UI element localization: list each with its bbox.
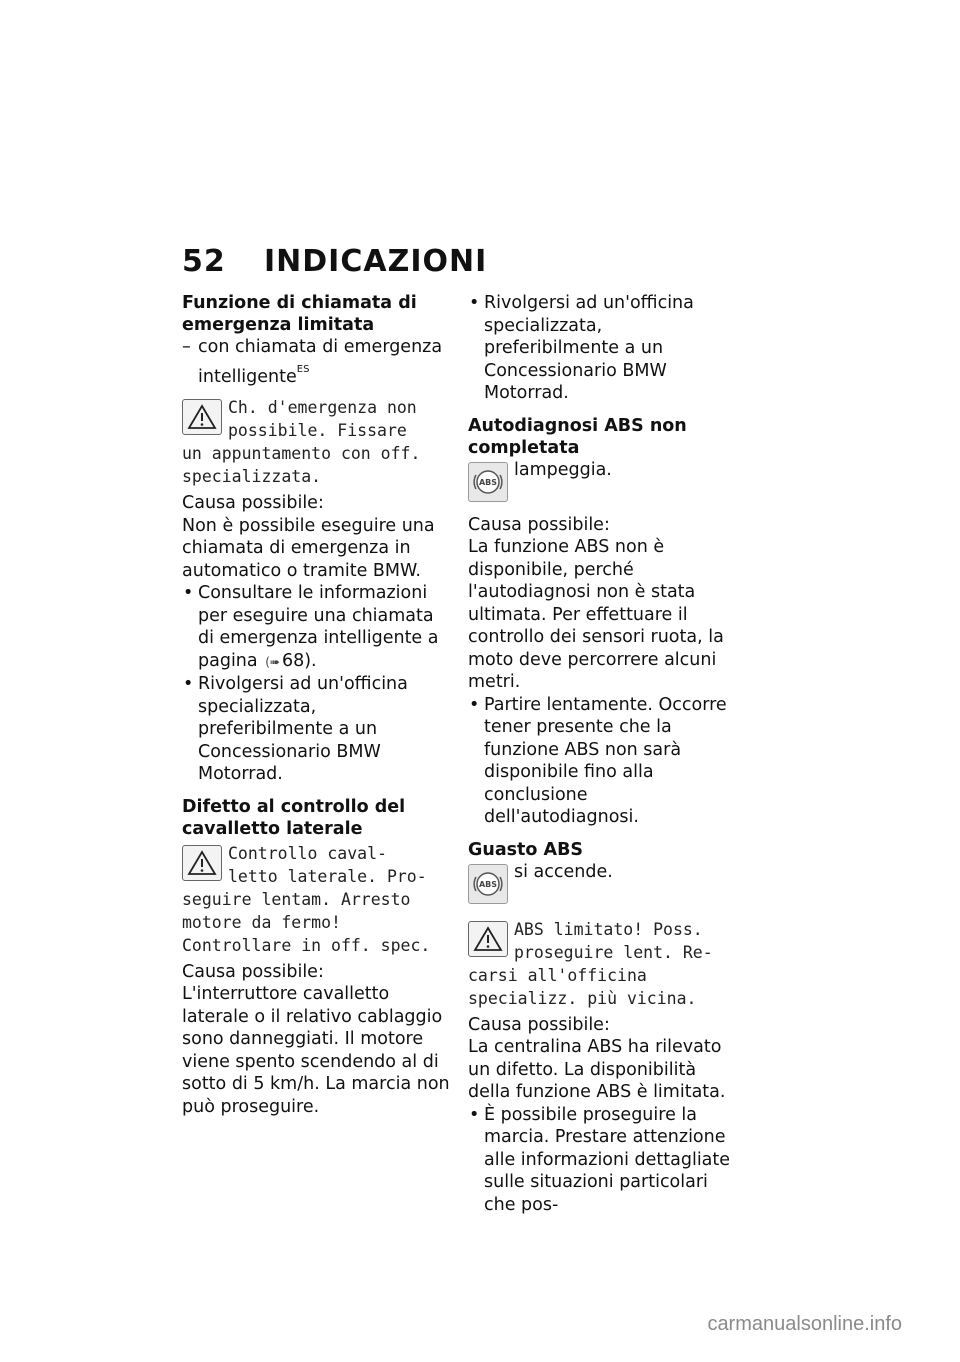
- page-reference-link[interactable]: 68).: [281, 650, 317, 671]
- display-message-line: letto laterale. Pro-: [228, 866, 427, 886]
- cause-text: La centralina ABS ha rilevato un difetto. La disponibilità della funzione ABS è limitata.: [468, 1037, 726, 1102]
- abs-icon-label: ABS: [478, 879, 498, 889]
- warning-message-block-3: [468, 918, 736, 1010]
- dash-item-text: con chiamata di emergenza intelligente: [198, 337, 443, 387]
- abs-warning-light-icon: [468, 864, 508, 904]
- display-message-line: proseguire lent. Re-: [514, 942, 713, 962]
- abs-warning-light-icon: [468, 462, 508, 502]
- superscript-es: ES: [296, 363, 310, 375]
- heading-side-stand: Difetto al controllo del cavalletto laterale: [182, 796, 406, 839]
- page-reference-arrow-icon: (➠: [265, 654, 280, 669]
- cause-text: L'interruttore cavalletto laterale o il relativo cablaggio sono danneggiati. Il motore viene spento scendendo al di sotto di 5 km/h. La marcia non può proseguire.: [182, 984, 450, 1117]
- bullet-item: • Partire lentamente. Occorre tener presente che la funzione ABS non sarà disponibile fino alla conclusione dell'autodiagnosi.: [468, 694, 736, 829]
- bullet-item: • Rivolgersi ad un'officina specializzata, preferibilmente a un Concessionario BMW Motorrad.: [468, 292, 736, 405]
- cause-text: La funzione ABS non è disponibile, perché l'autodiagnosi non è stata ultimata. Per effettuare il controllo dei sensori ruota, la moto deve percorrere alcuni metri.: [468, 537, 724, 692]
- display-message-line: ABS limitato! Poss.: [514, 919, 703, 939]
- heading-abs-fault: Guasto ABS: [468, 839, 584, 860]
- heading-emergency-call: Funzione di chiamata di emergenza limitata: [182, 293, 417, 335]
- display-message-line: possibile. Fissare: [228, 421, 407, 440]
- right-column: [468, 292, 736, 1216]
- abs-indicator-block-1: [468, 459, 736, 504]
- cause-label: Causa possibile:: [182, 961, 324, 982]
- display-message-line: seguire lentam. Arresto motore da fermo! Controllare in off. spec.: [182, 889, 431, 955]
- warning-triangle-icon: [468, 921, 508, 957]
- bullet-item: • Rivolgersi ad un'officina specializzata, preferibilmente a un Concessionario BMW Motorrad.: [182, 673, 450, 786]
- indicator-state-text: si accende.: [514, 861, 613, 882]
- cause-text: Non è possibile eseguire una chiamata di emergenza in automatico o tramite BMW.: [182, 515, 435, 581]
- cause-label: Causa possibile:: [182, 493, 324, 513]
- warning-triangle-icon: [182, 399, 222, 435]
- display-message-line: Ch. d'emergenza non: [228, 398, 417, 417]
- cause-label: Causa possibile:: [468, 1014, 610, 1035]
- left-column: [182, 292, 450, 1118]
- abs-indicator-block-2: [468, 861, 736, 906]
- heading-abs-selftest: Autodiagnosi ABS non completata: [468, 415, 687, 458]
- bullet-item: • È possibile proseguire la marcia. Prestare attenzione alle informazioni dettagliate sulle situazioni particolari che pos-: [468, 1104, 736, 1217]
- display-message-line: Controllo caval-: [228, 843, 387, 863]
- indicator-state-text: lampeggia.: [514, 459, 612, 480]
- watermark: carmanualsonline.info: [707, 1313, 902, 1335]
- bullet-text: Consultare le informazioni per eseguire una chiamata di emergenza intelligente a pagina: [198, 583, 439, 671]
- page-title: [182, 244, 487, 279]
- warning-message-block-1: [182, 396, 450, 488]
- warning-message-block-2: [182, 842, 450, 957]
- warning-triangle-icon: [182, 845, 222, 881]
- display-message-line: un appuntamento con off. specializzata.: [182, 444, 421, 486]
- abs-icon-label: ABS: [478, 477, 498, 487]
- bullet-item: [182, 582, 450, 673]
- page-number: 52: [182, 244, 226, 279]
- section-title: INDICAZIONI: [264, 244, 488, 279]
- dash-item-intelligent-call: [182, 336, 450, 388]
- cause-label: Causa possibile:: [468, 514, 610, 535]
- display-message-line: carsi all'officina specializz. più vicina.: [468, 965, 697, 1008]
